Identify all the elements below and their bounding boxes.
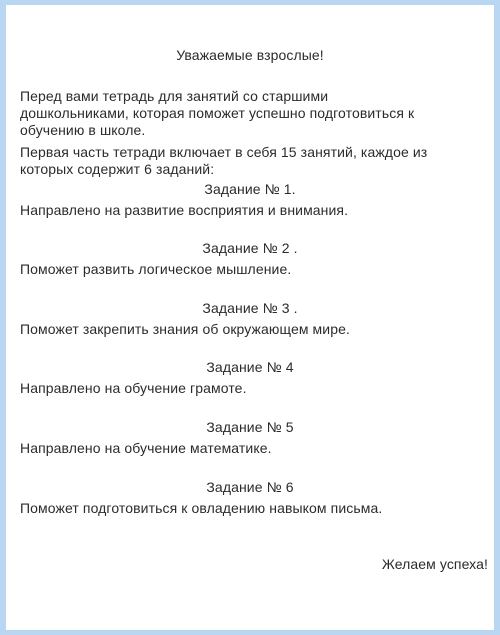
- task-2-description: Поможет развить логическое мышление.: [20, 261, 292, 277]
- closing-wish: Желаем успеха!: [381, 556, 488, 572]
- task-6-description: Поможет подготовиться к овладению навыком письма.: [20, 500, 383, 516]
- task-1-description: Направлено на развитие восприятия и внимания.: [20, 202, 349, 218]
- task-4-description: Направлено на обучение грамоте.: [20, 380, 247, 396]
- task-3-description: Поможет закрепить знания об окружающем мире.: [20, 321, 350, 337]
- task-5-title: Задание № 5: [206, 419, 294, 435]
- task-3-title: Задание № 3 .: [202, 300, 298, 316]
- intro-line-1: Перед вами тетрадь для занятий со старшими: [20, 88, 329, 104]
- intro-line-4: Первая часть тетради включает в себя 15 занятий, каждое из: [20, 144, 428, 160]
- task-6-title: Задание № 6: [206, 479, 294, 495]
- intro-line-3: обучению в школе.: [20, 122, 146, 138]
- greeting-heading: Уважаемые взрослые!: [176, 47, 324, 63]
- task-1-title: Задание № 1.: [204, 181, 296, 197]
- task-4-title: Задание № 4: [206, 359, 294, 375]
- intro-line-5: которых содержит 6 заданий:: [20, 161, 215, 177]
- document-page: [6, 5, 494, 630]
- task-5-description: Направлено на обучение математике.: [20, 440, 272, 456]
- task-2-title: Задание № 2 .: [202, 240, 298, 256]
- intro-line-2: дошкольниками, которая поможет успешно подготовиться к: [20, 105, 415, 121]
